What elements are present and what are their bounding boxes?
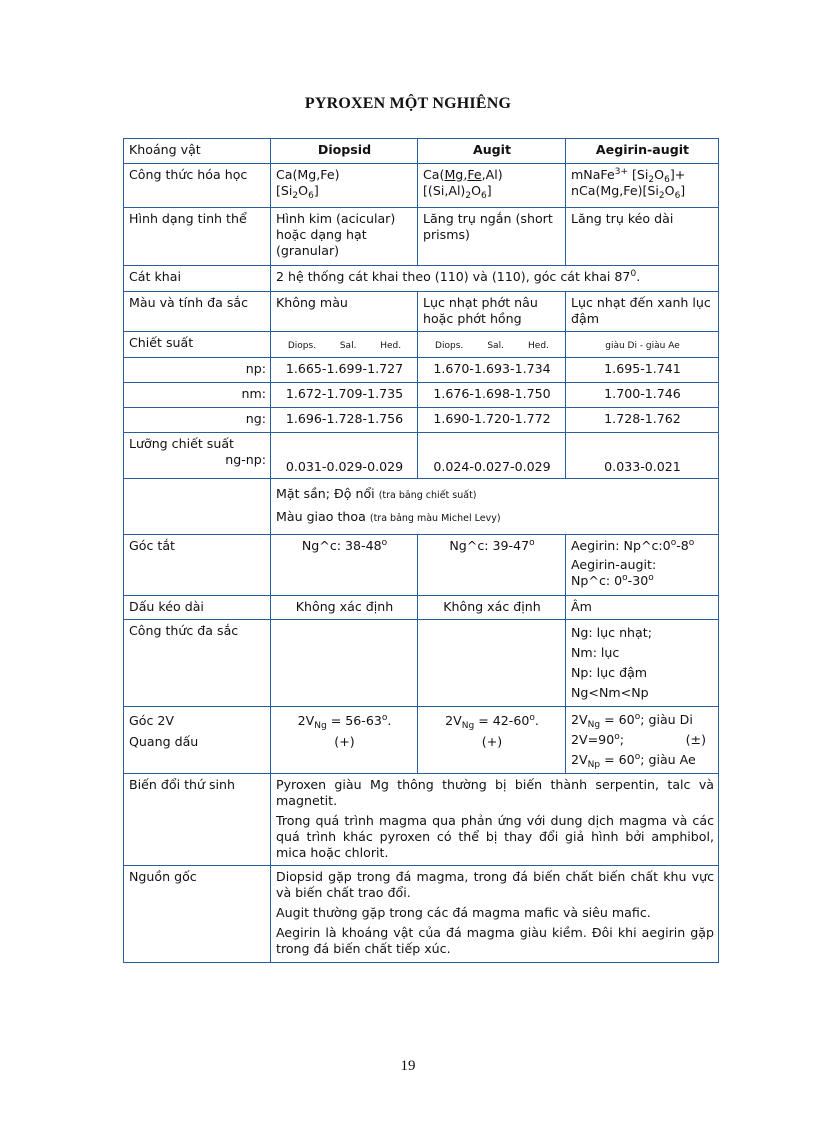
- ng-diopsid: 1.696-1.728-1.756: [271, 408, 418, 433]
- header-row: [124, 139, 719, 164]
- formula-augit: Ca(Mg,Fe,Al) $[(Si,Al)_2O_6]$: [418, 164, 566, 208]
- ng-label: ng:: [124, 408, 271, 433]
- formula-aegirin: mNaFe$^{3+}$ $[Si_2O_6]+$ $nCa(Mg,Fe)[Si_2O_6]$: [566, 164, 719, 208]
- nm-aegirin: 1.700-1.746: [566, 383, 719, 408]
- extinction-aegirin: Aegirin: Np^c:0$^o$-8$^o$ Aegirin-augit: Np^c: 0$^o$-30$^o$: [566, 535, 719, 596]
- pleochroism-diopsid: [271, 620, 418, 707]
- nm-augit: 1.676-1.698-1.750: [418, 383, 566, 408]
- np-augit: 1.670-1.693-1.734: [418, 358, 566, 383]
- refractive-diopsid-cols: Diops. Sal. Hed.: [271, 332, 418, 358]
- pleochroism-augit: [418, 620, 566, 707]
- pleochroism-row: [124, 620, 719, 707]
- angle2v-label: Góc 2V Quang dấu: [124, 707, 271, 774]
- elongation-diopsid: Không xác định: [271, 596, 418, 620]
- cleavage-value: 2 hệ thống cát khai theo (110) và (110), góc cát khai $87^0$.: [271, 266, 719, 292]
- page-title: PYROXEN MỘT NGHIÊNG: [304, 95, 512, 112]
- header-diopsid: Diopsid: [271, 139, 418, 164]
- header-label: Khoáng vật: [124, 139, 271, 164]
- refractive-row: [124, 332, 719, 358]
- ng-row: [124, 408, 719, 433]
- birefringence-row: [124, 433, 719, 479]
- refractive-augit-cols: Diops. Sal. Hed.: [418, 332, 566, 358]
- birefringence-diopsid: 0.031-0.029-0.029: [271, 433, 418, 479]
- formula-diopsid: Ca(Mg,Fe) $[Si_2O_6]$: [271, 164, 418, 208]
- np-aegirin: 1.695-1.741: [566, 358, 719, 383]
- elongation-augit: Không xác định: [418, 596, 566, 620]
- relief-empty: [124, 479, 271, 535]
- origin-label: Nguồn gốc: [124, 866, 271, 963]
- cleavage-row: [124, 266, 719, 292]
- origin-row: [124, 866, 719, 963]
- angle2v-augit: $2V_{Ng} = 42-60^o$. (+): [418, 707, 566, 774]
- nm-row: [124, 383, 719, 408]
- pleochroism-aegirin: Ng: lục nhạt; Nm: lục Np: lục đậm Ng<Nm<Np: [566, 620, 719, 707]
- cleavage-label: Cát khai: [124, 266, 271, 292]
- color-row: [124, 292, 719, 332]
- alteration-label: Biến đổi thứ sinh: [124, 774, 271, 866]
- ng-aegirin: 1.728-1.762: [566, 408, 719, 433]
- color-diopsid: Không màu: [271, 292, 418, 332]
- pleochroism-label: Công thức đa sắc: [124, 620, 271, 707]
- color-aegirin: Lục nhạt đến xanh lục đậm: [566, 292, 719, 332]
- extinction-row: [124, 535, 719, 596]
- habit-augit: Lăng trụ ngắn (short prisms): [418, 208, 566, 266]
- birefringence-augit: 0.024-0.027-0.029: [418, 433, 566, 479]
- nm-diopsid: 1.672-1.709-1.735: [271, 383, 418, 408]
- elongation-row: [124, 596, 719, 620]
- habit-label: Hình dạng tinh thể: [124, 208, 271, 266]
- extinction-diopsid: Ng^c: 38-48$^o$: [271, 535, 418, 596]
- nm-label: nm:: [124, 383, 271, 408]
- relief-value: Mặt sần; Độ nổi (tra bảng chiết suất) Màu giao thoa (tra bảng màu Michel Levy): [271, 479, 719, 535]
- relief-row: [124, 479, 719, 535]
- color-label: Màu và tính đa sắc: [124, 292, 271, 332]
- np-label: np:: [124, 358, 271, 383]
- alteration-value: Pyroxen giàu Mg thông thường bị biến thành serpentin, talc và magnetit. Trong quá trình magma qua phản ứng với dung dịch magma và các quá trình khác pyroxen có thể bị thay đổi giả hình bởi amphibol, mica hoặc chlorit.: [271, 774, 719, 866]
- angle2v-aegirin: $2V_{Ng} = 60^o$; giàu Di $2V=90^o$; (±) $2V_{Np} = 60^o$; giàu Ae: [566, 707, 719, 774]
- habit-diopsid: Hình kim (acicular) hoặc dạng hạt (granular): [271, 208, 418, 266]
- np-row: [124, 358, 719, 383]
- formula-label: Công thức hóa học: [124, 164, 271, 208]
- header-augit: Augit: [418, 139, 566, 164]
- np-diopsid: 1.665-1.699-1.727: [271, 358, 418, 383]
- formula-row: [124, 164, 719, 208]
- refractive-aegirin-note: giàu Di - giàu Ae: [566, 332, 719, 358]
- birefringence-aegirin: 0.033-0.021: [566, 433, 719, 479]
- ng-augit: 1.690-1.720-1.772: [418, 408, 566, 433]
- origin-value: Diopsid gặp trong đá magma, trong đá biến chất biến chất khu vực và biến chất trao đổi. Augit thường gặp trong các đá magma mafic và siêu mafic. Aegirin là khoáng vật của đá magma giàu kiềm. Đôi khi aegirin gặp trong đá biến chất tiếp xúc.: [271, 866, 719, 963]
- habit-aegirin: Lăng trụ kéo dài: [566, 208, 719, 266]
- habit-row: [124, 208, 719, 266]
- angle2v-row: [124, 707, 719, 774]
- color-augit: Lục nhạt phớt nâu hoặc phớt hồng: [418, 292, 566, 332]
- alteration-row: [124, 774, 719, 866]
- elongation-aegirin: Âm: [566, 596, 719, 620]
- birefringence-label: Lưỡng chiết suất ng-np:: [124, 433, 271, 479]
- elongation-label: Dấu kéo dài: [124, 596, 271, 620]
- page-number: 19: [400, 1058, 416, 1074]
- angle2v-diopsid: $2V_{Ng} = 56-63^o$. (+): [271, 707, 418, 774]
- extinction-label: Góc tắt: [124, 535, 271, 596]
- pyroxene-table: [123, 138, 719, 963]
- header-aegirin: Aegirin-augit: [566, 139, 719, 164]
- extinction-augit: Ng^c: 39-47$^o$: [418, 535, 566, 596]
- refractive-label: Chiết suất: [124, 332, 271, 358]
